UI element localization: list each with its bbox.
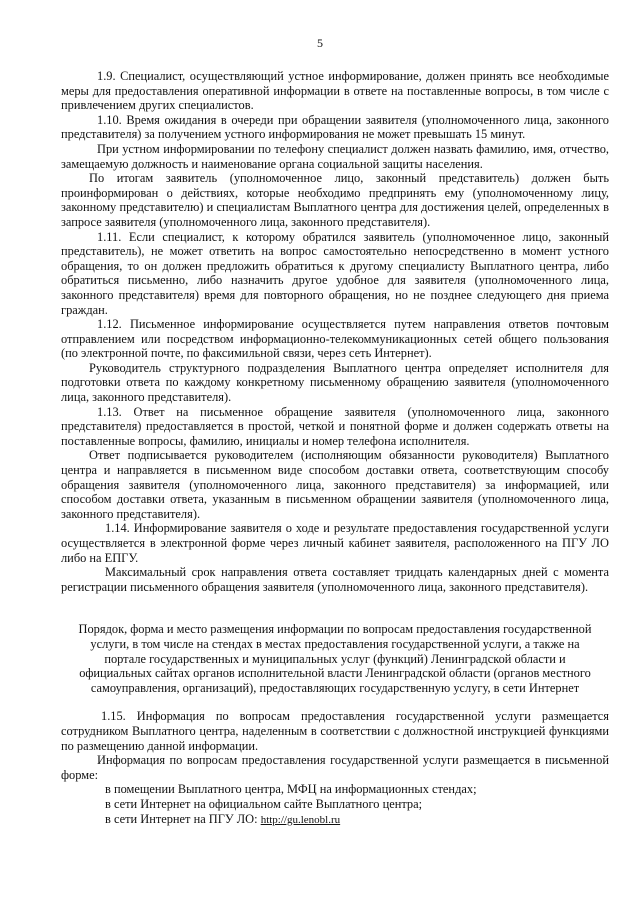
paragraph-1-9: 1.9. Специалист, осуществляющий устное информирование, должен принять все необходимые меры для предоставления оперативной информации в ответе на поставленные вопросы, в том числе с привлечением других специалистов. xyxy=(61,69,609,113)
paragraph-1-14: 1.14. Информирование заявителя о ходе и результате предоставления государственной услуги осуществляется в электронной форме через личный кабинет заявителя, расположенного на ПГУ ЛО либо на ЕПГУ. xyxy=(61,521,609,565)
placement-list xyxy=(61,782,609,827)
paragraph-1-13: 1.13. Ответ на письменное обращение заявителя (уполномоченного лица, законного представителя) предоставляется в простой, четкой и понятной форме и должен содержать ответы на поставленные вопросы, фамилию, инициалы и номер телефона исполнителя. xyxy=(61,404,609,448)
paragraph-1-10: 1.10. Время ожидания в очереди при обращении заявителя (уполномоченного лица, законного представителя) за получением устного информирования не может превышать 15 минут. xyxy=(61,112,609,142)
spacer xyxy=(61,608,609,622)
paragraph-1-15: 1.15. Информация по вопросам предоставления государственной услуги размещается сотрудником Выплатного центра, наделенным в соответствии с должностной инструкцией функциями по размещению данной информации. xyxy=(61,709,609,753)
document-body xyxy=(61,69,609,827)
paragraph-1-11: 1.11. Если специалист, к которому обратился заявитель (уполномоченное лицо, законный представитель), не может ответить на вопрос самостоятельно непосредственно в момент устного обращения, то он должен предложить обратиться к другому специалисту Выплатного центра, либо обратиться письменно, либо назначить другое удобное для заявителя (уполномоченного лица, законного представителя) время для повторного обращения, но не позднее следующего дня приема граждан. xyxy=(61,229,609,317)
paragraph-department-head: Руководитель структурного подразделения Выплатного центра определяет исполнителя для подготовки ответа по каждому конкретному письменному обращению заявителя (уполномоченного лица, законного представителя). xyxy=(61,360,609,405)
spacer xyxy=(61,695,609,709)
spacer xyxy=(61,594,609,608)
list-item: в сети Интернет на официальном сайте Выплатного центра; xyxy=(105,796,423,811)
paragraph-1-12: 1.12. Письменное информирование осуществляется путем направления ответов почтовым отправлением или посредством информационно-телекоммуникационных сетей общего пользования (по электронной почте, по факсимильной связи, через сеть Интернет). xyxy=(61,317,609,361)
paragraph-max-term: Максимальный срок направления ответа составляет тридцать календарных дней с момента регистрации письменного обращения заявителя (уполномоченного лица, законного представителя). xyxy=(61,565,609,594)
list-item xyxy=(105,812,609,828)
pgu-lo-link[interactable]: http://gu.lenobl.ru xyxy=(260,813,341,826)
list-item-label: в сети Интернет на ПГУ ЛО: xyxy=(105,811,258,826)
page-number: 5 xyxy=(317,36,323,50)
section-heading: Порядок, форма и место размещения информации по вопросам предоставления государственной услуги, в том числе на стендах в местах предоставления государственной услуги, а также на портале государственных и муниципальных услуг (функций) Ленинградской области и официальных сайтах органов исполнительной власти Ленинградской области (органов местного самоуправления, организаций), предоставляющих государственную услугу, в сети Интернет xyxy=(78,622,592,695)
list-item: в помещении Выплатного центра, МФЦ на информационных стендах; xyxy=(105,782,477,797)
paragraph-phone-info: При устном информировании по телефону специалист должен назвать фамилию, имя, отчество, замещаемую должность и наименование органа социальной защиты населения. xyxy=(61,141,609,171)
paragraph-results: По итогам заявитель (уполномоченное лицо, законный представитель) должен быть проинформирован о действиях, которые необходимо предпринять ему (уполномоченному лицу, законному представителю) и специалистам Выплатного центра для достижения целей, определенных в запросе заявителя (уполномоченного лица, законного представителя). xyxy=(61,171,609,229)
paragraph-signature: Ответ подписывается руководителем (исполняющим обязанности руководителя) Выплатного центра и направляется в письменном виде способом доставки ответа, соответствующим способу обращения заявителя (уполномоченного лица, законного представителя) за информацией, или способом доставки ответа, указанным в письменном обращении заявителя (уполномоченного лица, законного представителя). xyxy=(61,448,609,521)
paragraph-written-form: Информация по вопросам предоставления государственной услуги размещается в письменной форме: xyxy=(61,753,609,782)
